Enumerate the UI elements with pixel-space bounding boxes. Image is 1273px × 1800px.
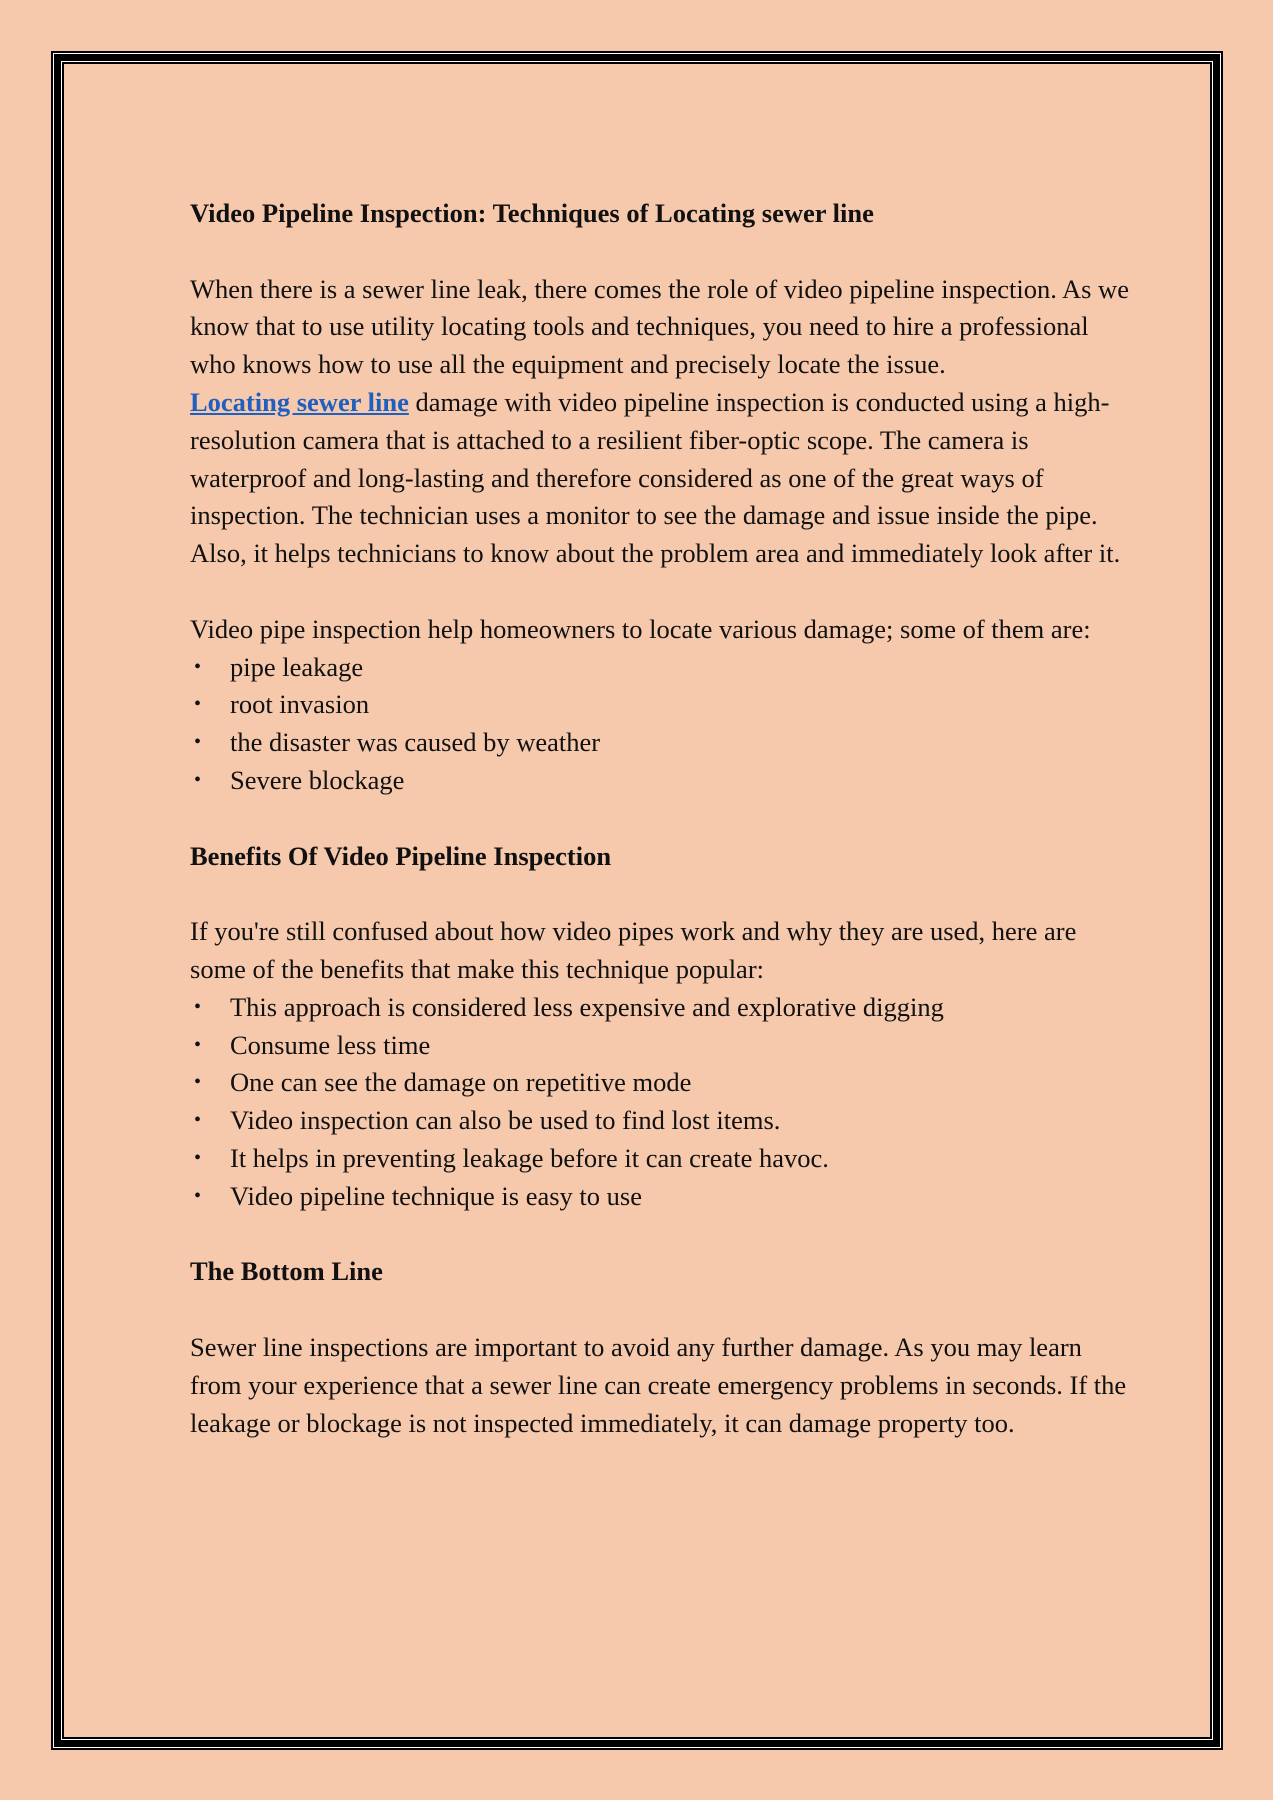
bottom-line-heading: The Bottom Line	[190, 1256, 383, 1287]
list-item: • It helps in preventing leakage before it can create havoc.	[190, 1140, 1130, 1178]
bottom-line-paragraph: Sewer line inspections are important to avoid any further damage. As you may learn from your experience that a sewer line can create emergency problems in seconds. If the leakage or blockage is not inspected immediately, it can damage property too.	[190, 1331, 1127, 1438]
damage-list	[190, 649, 1130, 800]
list-item: • root invasion	[190, 686, 1130, 724]
list-item: • pipe leakage	[190, 649, 1130, 687]
list-item: • Severe blockage	[190, 762, 1130, 800]
document-body	[190, 195, 1130, 1442]
intro-paragraph: When there is a sewer line leak, there comes the role of video pipeline inspection. As we know that to use utility locating tools and techniques, you need to hire a professional who knows how to use all the equipment and precisely locate the issue.	[190, 273, 1129, 380]
damage-intro: Video pipe inspection help homeowners to locate various damage; some of them are:	[190, 613, 1091, 644]
list-item: • Video inspection can also be used to find lost items.	[190, 1102, 1130, 1140]
locating-sewer-line-link[interactable]: Locating sewer line	[190, 386, 409, 417]
list-item: • the disaster was caused by weather	[190, 724, 1130, 762]
list-item: • Video pipeline technique is easy to use	[190, 1178, 1130, 1216]
benefits-intro: If you're still confused about how video pipes work and why they are used, here are some of the benefits that make this technique popular:	[190, 916, 1077, 984]
benefits-list	[190, 989, 1130, 1216]
list-item: • This approach is considered less expensive and explorative digging	[190, 989, 1130, 1027]
benefits-heading: Benefits Of Video Pipeline Inspection	[190, 840, 612, 871]
link-paragraph-text: damage with video pipeline inspection is conducted using a high-resolution camera that is attached to a resilient fiber-optic scope. The camera is waterproof and long-lasting and therefore considered as one of the great ways of inspection. The technician uses a monitor to see the damage and issue inside the pipe. Also, it helps technicians to know about the problem area and immediately look after it.	[190, 386, 1121, 569]
document-title: Video Pipeline Inspection: Techniques of Locating sewer line	[190, 198, 874, 228]
list-item: • Consume less time	[190, 1027, 1130, 1065]
list-item: • One can see the damage on repetitive mode	[190, 1064, 1130, 1102]
link-paragraph	[190, 384, 1130, 573]
